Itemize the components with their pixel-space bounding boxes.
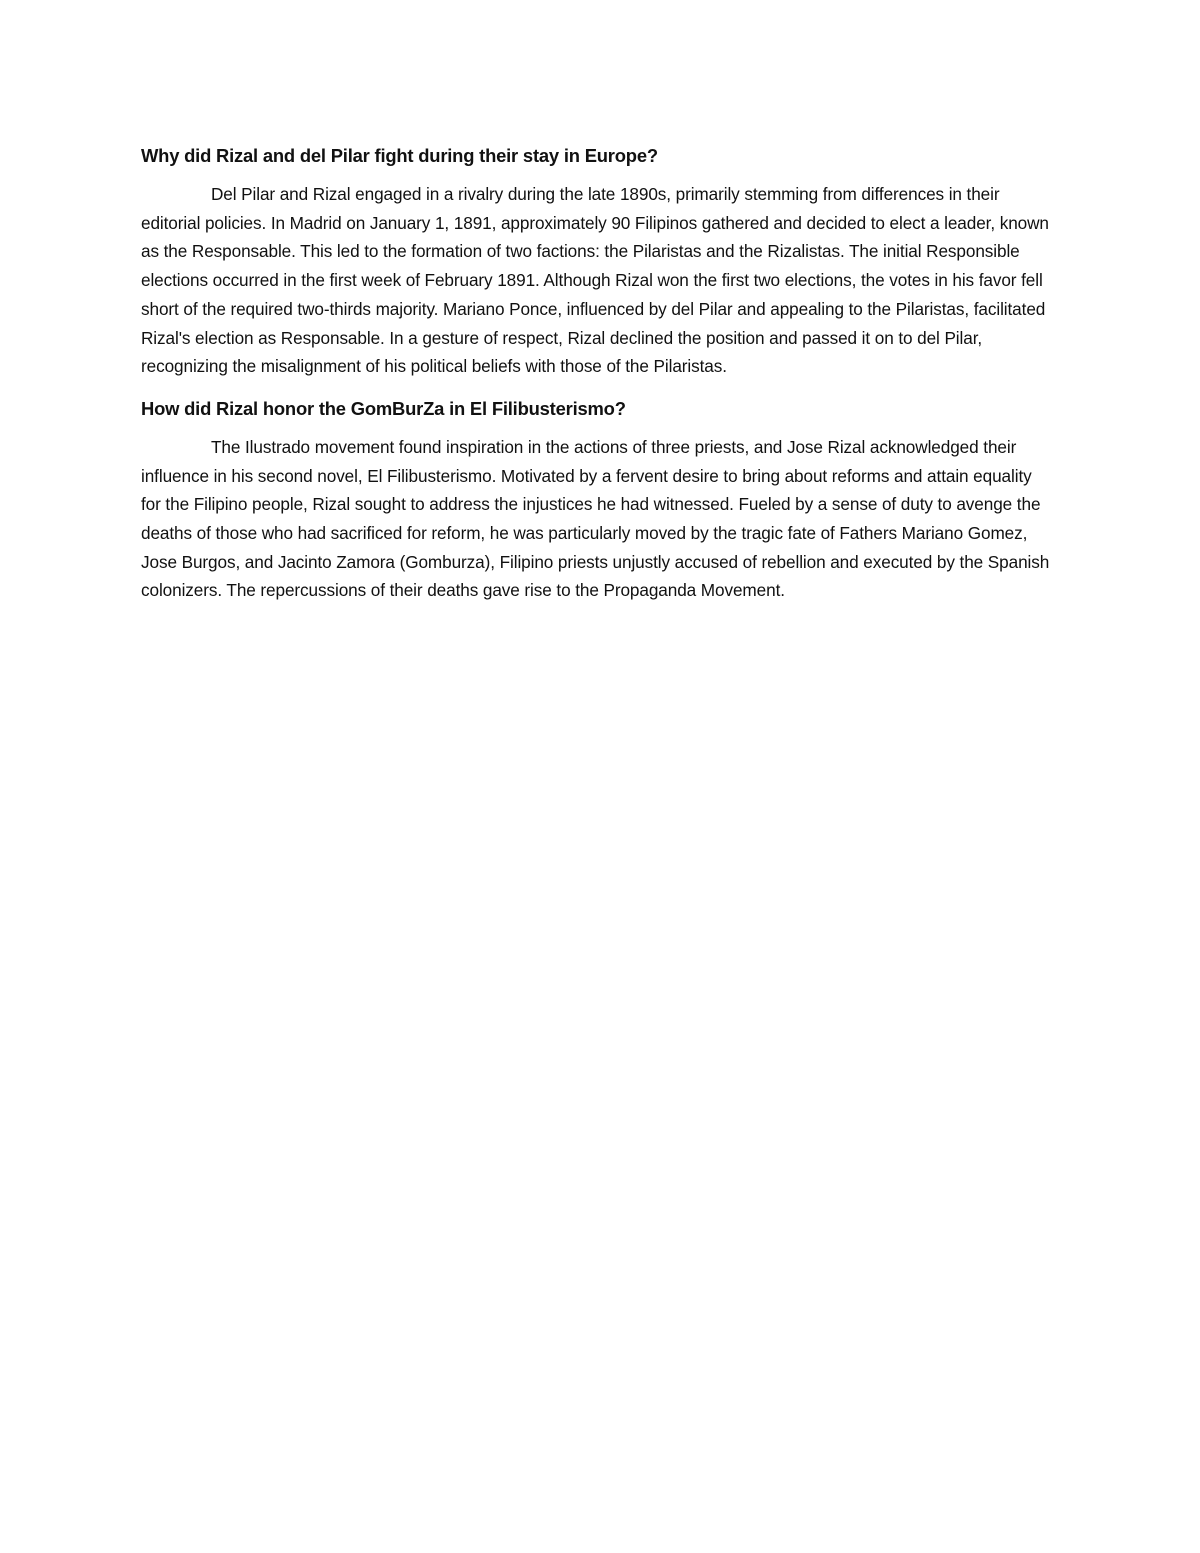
section-heading: Why did Rizal and del Pilar fight during their stay in Europe? <box>141 145 658 166</box>
section-gomburza <box>141 395 1056 605</box>
section-heading: How did Rizal honor the GomBurZa in El Filibusterismo? <box>141 397 626 419</box>
document-content <box>141 142 1056 605</box>
section-rizal-del-pilar <box>141 142 1056 381</box>
section-paragraph: Del Pilar and Rizal engaged in a rivalry during the late 1890s, primarily stemming from differences in their editorial policies. In Madrid on January 1, 1891, approximately 90 Filipinos gathered and decided to elect a leader, known as the Responsable. This led to the formation of two factions: the Pilaristas and the Rizalistas. The initial Responsible elections occurred in the first week of February 1891. Although Rizal won the first two elections, the votes in his favor fell short of the required two-thirds majority. Mariano Ponce, influenced by del Pilar and appealing to the Pilaristas, facilitated Rizal's election as Responsable. In a gesture of respect, Rizal declined the position and passed it on to del Pilar, recognizing the misalignment of his political beliefs with those of the Pilaristas. <box>141 184 1049 377</box>
section-paragraph: The Ilustrado movement found inspiration in the actions of three priests, and Jose Rizal acknowledged their influence in his second novel, El Filibusterismo. Motivated by a fervent desire to bring about reforms and attain equality for the Filipino people, Rizal sought to address the injustices he had witnessed. Fueled by a sense of duty to avenge the deaths of those who had sacrificed for reform, he was particularly moved by the tragic fate of Fathers Mariano Gomez, Jose Burgos, and Jacinto Zamora (Gomburza), Filipino priests unjustly accused of rebellion and executed by the Spanish colonizers. The repercussions of their deaths gave rise to the Propaganda Movement. <box>141 436 1050 601</box>
